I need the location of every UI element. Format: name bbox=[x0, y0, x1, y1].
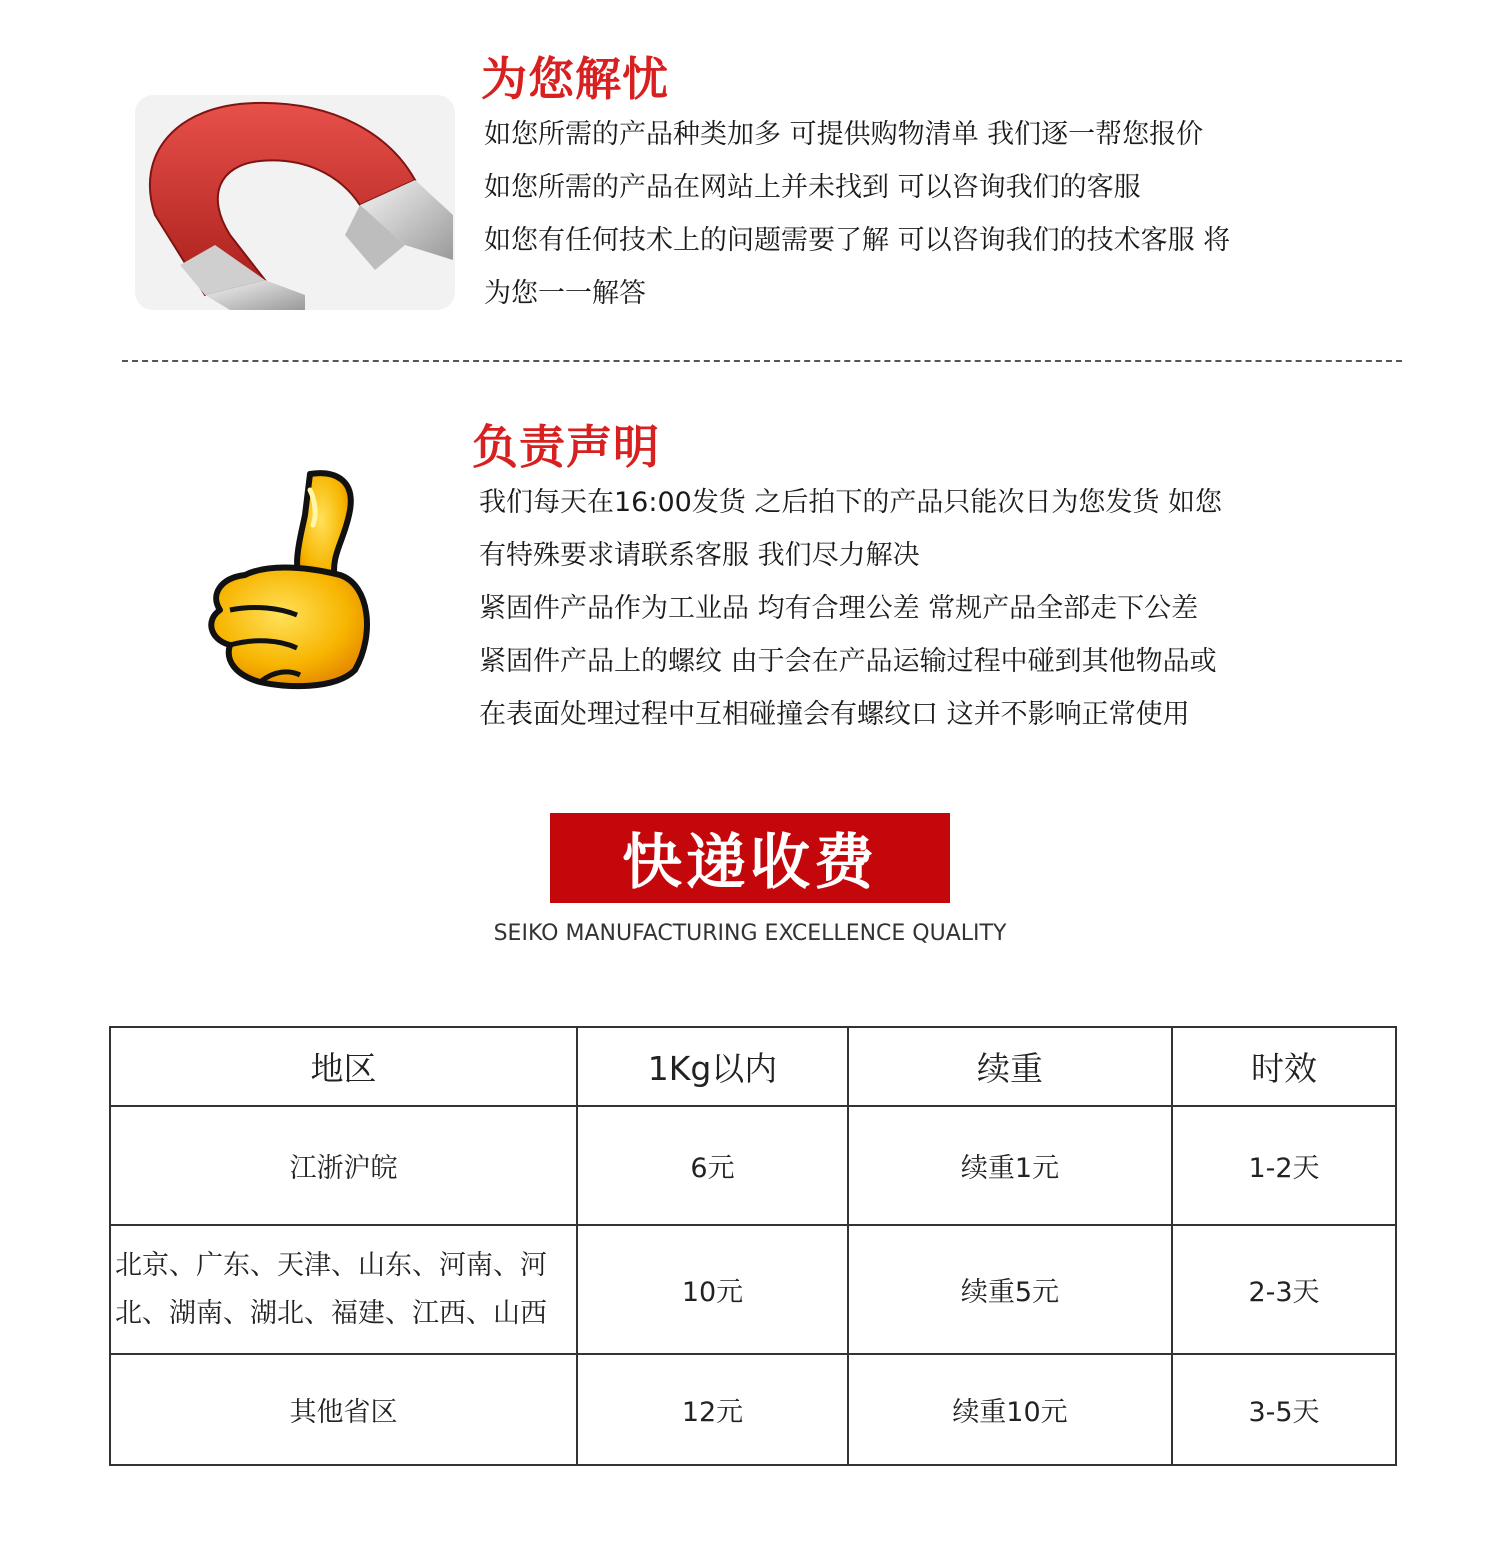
disclaimer-line: 在表面处理过程中互相碰撞会有螺纹口 这并不影响正常使用 bbox=[479, 699, 1190, 730]
cell-delivery-time: 2-3天 bbox=[1172, 1225, 1396, 1354]
cell-region: 江浙沪皖 bbox=[110, 1106, 577, 1225]
table-row bbox=[110, 1354, 1396, 1465]
worries-lines bbox=[484, 108, 1230, 320]
header-first-kg: 1Kg以内 bbox=[577, 1027, 848, 1106]
disclaimer-line: 我们每天在16:00发货 之后拍下的产品只能次日为您发货 如您 bbox=[479, 487, 1222, 518]
shipping-banner: 快递收费 bbox=[550, 813, 950, 903]
cell-extra-weight: 续重10元 bbox=[848, 1354, 1172, 1465]
cell-extra-weight: 续重5元 bbox=[848, 1225, 1172, 1354]
header-extra-weight: 续重 bbox=[848, 1027, 1172, 1106]
thumbs-up-icon bbox=[205, 470, 375, 690]
disclaimer-title: 负责声明 bbox=[472, 420, 660, 474]
table-header-row bbox=[110, 1027, 1396, 1106]
worries-line: 如您所需的产品种类加多 可提供购物清单 我们逐一帮您报价 bbox=[484, 119, 1204, 150]
table-row bbox=[110, 1225, 1396, 1354]
shipping-subtitle: SEIKO MANUFACTURING EXCELLENCE QUALITY bbox=[493, 921, 1007, 946]
worries-line: 如您有任何技术上的问题需要了解 可以咨询我们的技术客服 将 bbox=[484, 225, 1231, 256]
magnet-icon bbox=[135, 95, 455, 310]
cell-delivery-time: 1-2天 bbox=[1172, 1106, 1396, 1225]
header-region: 地区 bbox=[110, 1027, 577, 1106]
disclaimer-line: 紧固件产品上的螺纹 由于会在产品运输过程中碰到其他物品或 bbox=[479, 646, 1217, 677]
cell-extra-weight: 续重1元 bbox=[848, 1106, 1172, 1225]
worries-line: 如您所需的产品在网站上并未找到 可以咨询我们的客服 bbox=[484, 172, 1141, 203]
cell-region: 其他省区 bbox=[110, 1354, 577, 1465]
cell-region: 北京、广东、天津、山东、河南、河北、湖南、湖北、福建、江西、山西 bbox=[110, 1225, 577, 1354]
shipping-fee-table bbox=[109, 1026, 1397, 1466]
section-divider bbox=[122, 360, 1402, 362]
cell-first-kg: 10元 bbox=[577, 1225, 848, 1354]
disclaimer-line: 有特殊要求请联系客服 我们尽力解决 bbox=[479, 540, 920, 571]
worries-line: 为您一一解答 bbox=[484, 278, 646, 309]
cell-first-kg: 6元 bbox=[577, 1106, 848, 1225]
table-row bbox=[110, 1106, 1396, 1225]
cell-delivery-time: 3-5天 bbox=[1172, 1354, 1396, 1465]
worries-title: 为您解忧 bbox=[481, 52, 669, 106]
header-delivery-time: 时效 bbox=[1172, 1027, 1396, 1106]
disclaimer-lines bbox=[479, 476, 1222, 741]
disclaimer-line: 紧固件产品作为工业品 均有合理公差 常规产品全部走下公差 bbox=[479, 593, 1199, 624]
cell-first-kg: 12元 bbox=[577, 1354, 848, 1465]
